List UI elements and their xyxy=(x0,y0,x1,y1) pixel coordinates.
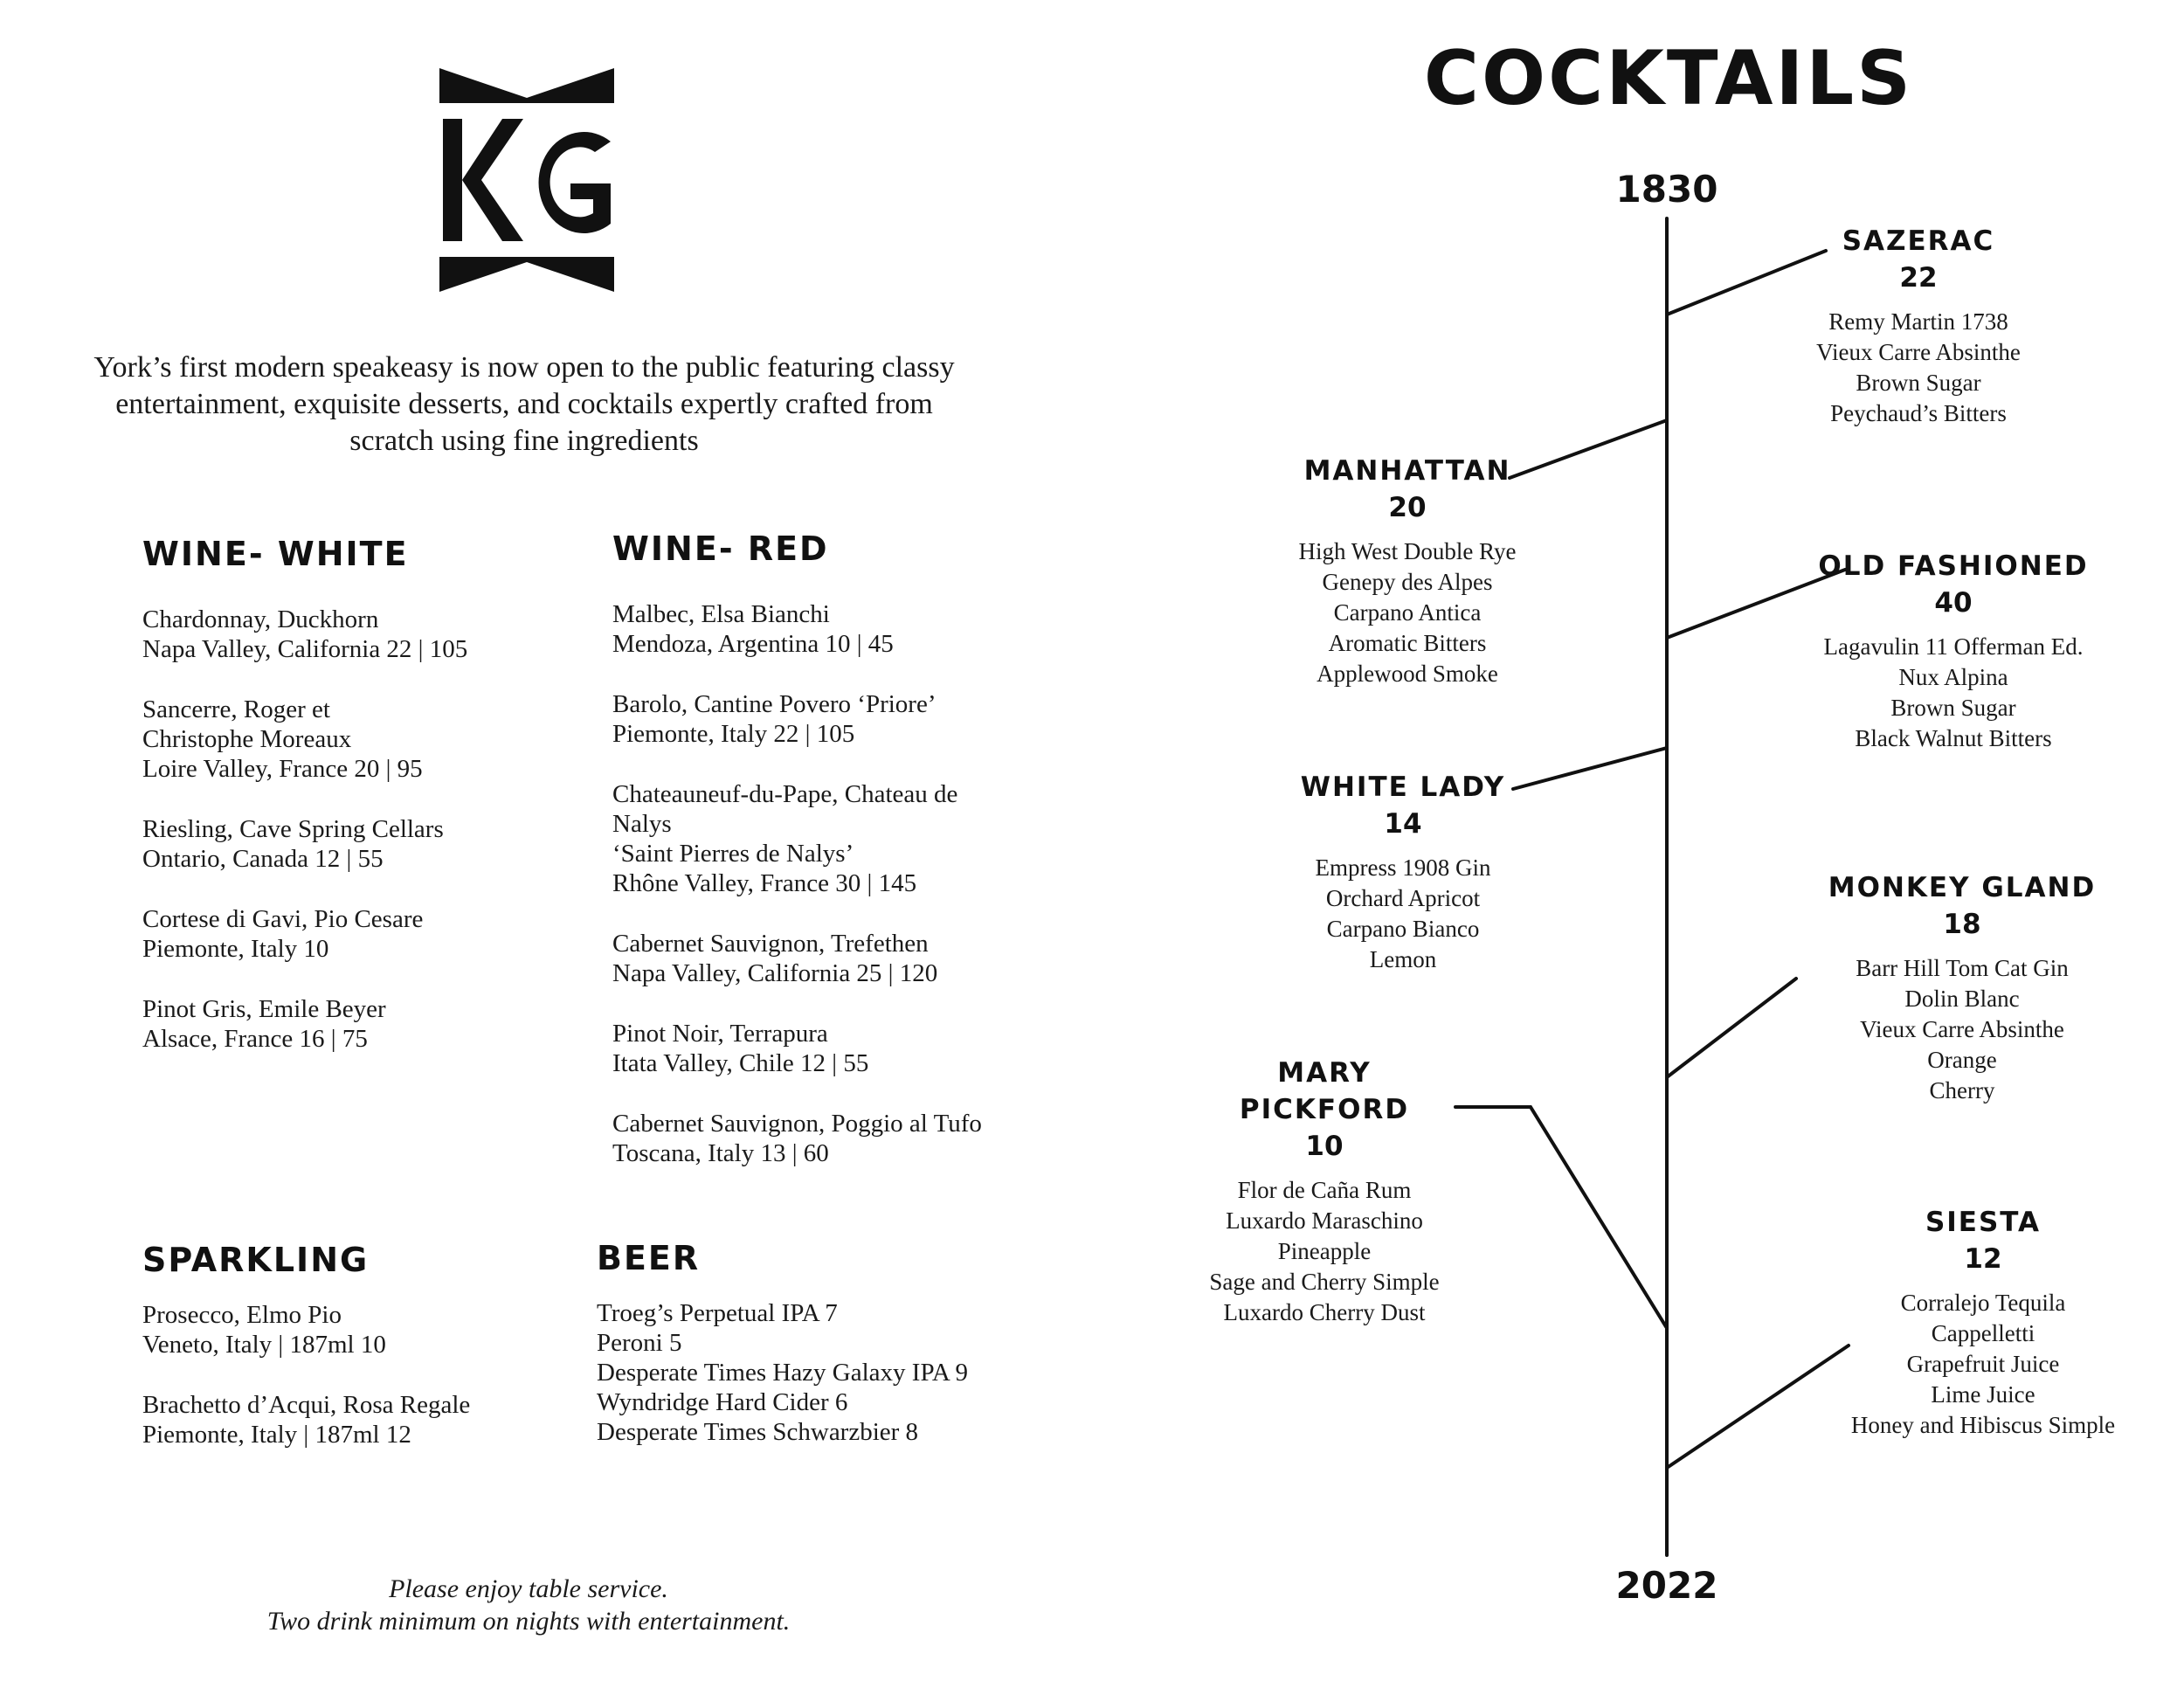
beer-item: Desperate Times Schwarzbier 8 xyxy=(597,1418,919,1446)
cocktail-monkey-gland xyxy=(1779,869,2146,1106)
cocktail-price: 22 xyxy=(1899,262,1938,294)
wine-white-item-line: Loire Valley, France 20 | 95 xyxy=(142,755,423,783)
wine-white-item xyxy=(142,814,467,874)
cocktail-ingredient: Corralejo Tequila xyxy=(1900,1290,2066,1316)
cocktail-ingredient: Lime Juice xyxy=(1931,1381,2035,1408)
cocktail-ingredient: Lagavulin 11 Offerman Ed. xyxy=(1823,633,2084,660)
cocktail-white-lady xyxy=(1220,769,1586,975)
beer-item: Wyndridge Hard Cider 6 xyxy=(597,1388,848,1416)
cocktail-name: MONKEY GLAND xyxy=(1828,872,2097,903)
cocktail-ingredient: Nux Alpina xyxy=(1898,664,2008,690)
cocktail-ingredient: Vieux Carre Absinthe xyxy=(1816,339,2021,365)
cocktail-name: SIESTA xyxy=(1925,1207,2042,1238)
cocktail-price: 40 xyxy=(1934,587,1973,619)
wine-red-item-line: Barolo, Cantine Povero ‘Priore’ xyxy=(612,690,936,718)
sparkling-heading: SPARKLING xyxy=(142,1241,370,1279)
footer-note xyxy=(179,1573,878,1637)
cocktail-ingredient: Orchard Apricot xyxy=(1325,885,1481,911)
cocktail-name: WHITE LADY xyxy=(1300,771,1506,803)
cocktail-ingredient: Brown Sugar xyxy=(1856,370,1981,396)
sparkling-item-line: Piemonte, Italy | 187ml 12 xyxy=(142,1421,411,1449)
wine-white-list xyxy=(142,605,467,1084)
cocktail-ingredient: Black Walnut Bitters xyxy=(1855,725,2052,751)
cocktail-price: 10 xyxy=(1305,1131,1344,1162)
wine-white-item xyxy=(142,904,467,964)
beer-item: Desperate Times Hazy Galaxy IPA 9 xyxy=(597,1359,969,1387)
cocktail-ingredient: Barr Hill Tom Cat Gin xyxy=(1856,955,2069,981)
cocktail-ingredient: Luxardo Cherry Dust xyxy=(1223,1299,1426,1325)
beer-list xyxy=(597,1298,968,1447)
cocktail-price: 18 xyxy=(1943,909,1981,940)
wine-white-item-line: Chardonnay, Duckhorn xyxy=(142,605,379,633)
wine-red-item-line: Cabernet Sauvignon, Trefethen xyxy=(612,930,929,958)
cocktail-mary-pickford xyxy=(1141,1055,1508,1328)
cocktail-price: 12 xyxy=(1964,1243,2002,1275)
wine-red-item xyxy=(612,779,982,898)
wine-red-item-line: Piemonte, Italy 22 | 105 xyxy=(612,720,855,748)
beer-item: Troeg’s Perpetual IPA 7 xyxy=(597,1299,838,1327)
cocktail-ingredient: Pineapple xyxy=(1277,1238,1372,1264)
cocktail-ingredient: Cherry xyxy=(1929,1077,1995,1103)
wine-red-heading: WINE- RED xyxy=(612,529,829,568)
cocktail-ingredient: Carpano Bianco xyxy=(1326,916,1480,942)
cocktails-title: COCKTAILS xyxy=(1423,35,1914,122)
wine-white-item-line: Riesling, Cave Spring Cellars xyxy=(142,815,444,843)
footer-line-1: Please enjoy table service. xyxy=(389,1574,668,1603)
cocktail-ingredient: Vieux Carre Absinthe xyxy=(1860,1016,2064,1042)
cocktail-ingredient: Luxardo Maraschino xyxy=(1226,1207,1423,1234)
cocktail-name: MARY xyxy=(1277,1057,1372,1089)
intro-text: York’s first modern speakeasy is now open to the public featuring classy entertainment, exquisite desserts, and cocktails expertly crafted from scratch using fine ingredients xyxy=(93,351,955,457)
cocktail-ingredient: Orange xyxy=(1927,1047,1997,1073)
wine-red-item xyxy=(612,1019,982,1078)
wine-white-item xyxy=(142,695,467,784)
cocktail-old-fashioned xyxy=(1770,548,2137,754)
cocktail-siesta xyxy=(1800,1204,2167,1441)
cocktail-name: MANHATTAN xyxy=(1303,455,1511,487)
cocktail-ingredient: Lemon xyxy=(1369,946,1437,972)
sparkling-list xyxy=(142,1300,470,1480)
wine-red-item-line: Toscana, Italy 13 | 60 xyxy=(612,1139,829,1167)
kg-logo xyxy=(439,68,614,292)
cocktail-ingredient: Sage and Cherry Simple xyxy=(1209,1269,1440,1295)
sparkling-item xyxy=(142,1390,470,1449)
wine-red-list xyxy=(612,599,982,1199)
wine-white-item-line: Christophe Moreaux xyxy=(142,725,352,753)
wine-white-item xyxy=(142,605,467,664)
cocktail-manhattan xyxy=(1224,453,1591,689)
cocktail-ingredient: Brown Sugar xyxy=(1890,695,2016,721)
wine-white-item xyxy=(142,994,467,1054)
wine-white-item-line: Alsace, France 16 | 75 xyxy=(142,1025,368,1053)
wine-red-item-line: Rhône Valley, France 30 | 145 xyxy=(612,869,917,897)
connector-monkey-gland xyxy=(1667,979,1796,1077)
wine-red-item-line: Cabernet Sauvignon, Poggio al Tufo xyxy=(612,1110,982,1138)
cocktail-ingredient: High West Double Rye xyxy=(1298,538,1517,564)
sparkling-item-line: Prosecco, Elmo Pio xyxy=(142,1301,342,1329)
cocktail-name: SAZERAC xyxy=(1842,225,1995,257)
sparkling-item-line: Veneto, Italy | 187ml 10 xyxy=(142,1331,386,1359)
wine-red-item-line: Mendoza, Argentina 10 | 45 xyxy=(612,630,894,658)
wine-red-item-line: Itata Valley, Chile 12 | 55 xyxy=(612,1049,869,1077)
wine-white-item-line: Pinot Gris, Emile Beyer xyxy=(142,995,386,1023)
cocktail-ingredient: Applewood Smoke xyxy=(1317,661,1498,687)
cocktail-ingredient: Empress 1908 Gin xyxy=(1315,854,1491,881)
wine-red-item xyxy=(612,689,982,749)
cocktail-ingredient: Grapefruit Juice xyxy=(1906,1351,2060,1377)
wine-white-item-line: Piemonte, Italy 10 xyxy=(142,935,329,963)
cocktail-ingredient: Aromatic Bitters xyxy=(1328,630,1487,656)
wine-red-item xyxy=(612,929,982,988)
wine-red-item-line: Napa Valley, California 25 | 120 xyxy=(612,959,938,987)
cocktail-price: 14 xyxy=(1384,808,1422,840)
wine-white-item-line: Cortese di Gavi, Pio Cesare xyxy=(142,905,424,933)
cocktail-sazerac xyxy=(1735,223,2102,429)
cocktail-name: OLD FASHIONED xyxy=(1818,550,2089,582)
wine-red-item xyxy=(612,1109,982,1168)
footer-line-2: Two drink minimum on nights with entertainment. xyxy=(266,1607,791,1636)
wine-white-item-line: Napa Valley, California 22 | 105 xyxy=(142,635,468,663)
wine-red-item-line: Malbec, Elsa Bianchi xyxy=(612,600,830,628)
wine-red-item-line: Nalys xyxy=(612,810,672,838)
start-year: 1830 xyxy=(1615,168,1718,211)
cocktail-name: PICKFORD xyxy=(1239,1094,1410,1125)
beer-item: Peroni 5 xyxy=(597,1329,682,1357)
cocktail-ingredient: Honey and Hibiscus Simple xyxy=(1850,1412,2116,1438)
cocktail-ingredient: Remy Martin 1738 xyxy=(1828,308,2008,335)
cocktail-ingredient: Cappelletti xyxy=(1931,1320,2035,1346)
beer-heading: BEER xyxy=(597,1239,701,1277)
wine-red-item xyxy=(612,599,982,659)
cocktail-ingredient: Genepy des Alpes xyxy=(1322,569,1493,595)
sparkling-item xyxy=(142,1300,470,1359)
wine-white-item-line: Ontario, Canada 12 | 55 xyxy=(142,845,384,873)
cocktail-ingredient: Carpano Antica xyxy=(1333,599,1482,626)
wine-white-heading: WINE- WHITE xyxy=(142,535,409,573)
wine-white-item-line: Sancerre, Roger et xyxy=(142,695,330,723)
sparkling-item-line: Brachetto d’Acqui, Rosa Regale xyxy=(142,1391,471,1419)
wine-red-item-line: ‘Saint Pierres de Nalys’ xyxy=(612,840,854,868)
wine-red-item-line: Chateauneuf-du-Pape, Chateau de xyxy=(612,780,958,808)
end-year: 2022 xyxy=(1615,1564,1718,1607)
cocktail-ingredient: Flor de Caña Rum xyxy=(1237,1177,1412,1203)
cocktail-ingredient: Peychaud’s Bitters xyxy=(1830,400,2007,426)
cocktail-ingredient: Dolin Blanc xyxy=(1904,986,2020,1012)
wine-red-item-line: Pinot Noir, Terrapura xyxy=(612,1020,828,1048)
cocktail-price: 20 xyxy=(1388,492,1427,523)
